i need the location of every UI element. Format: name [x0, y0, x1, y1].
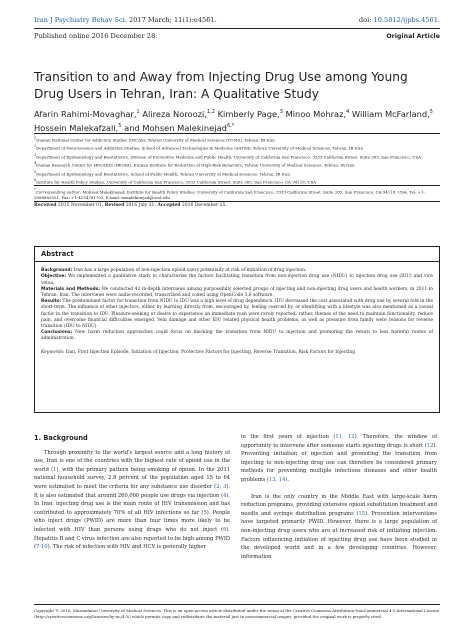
abstract-background: Background: Iran has a large population of non-injection opioid users potentially at risk of initiation of drug injection.: [41, 268, 307, 274]
section-heading-background: 1. Background: [34, 434, 88, 442]
citation-link[interactable]: 6: [223, 526, 227, 533]
journal-citation[interactable]: Iran J Psychiatry Behav Sci. 2017 March; 11(1):e4561.: [34, 16, 217, 24]
article-title: Transition to and Away from Injecting Drug Use among Young Drug Users in Tehran, Iran: A Qualitative Study: [34, 70, 408, 101]
affiliations: [34, 135, 444, 185]
affiliation: $^3$Department of Epidemiology and Biostatistics, Division of Preventive Medicine and Public Health, University of California San Francisco, 3333 California Street, Suite 265, San Francisco, USA: [34, 152, 421, 160]
citation-link[interactable]: 12: [426, 442, 434, 449]
affiliation-rule-top: [34, 133, 440, 134]
body-column-left: [34, 433, 230, 552]
article-dates: Received 2015 November 01; Revised 2016 July 31; Accepted 2016 December 25.: [34, 203, 227, 208]
affiliation: $^6$Institute for Health Policy Studies, University of California San Francisco, 3333 California Street, Suite 265, San Francisco, CA 94118, USA: [34, 178, 317, 185]
affiliation: $^5$Department of Epidemiology and Biostatistics, School of Public Health, Tehran University of Medical Sciences, Tehran, IR Iran: [34, 169, 290, 176]
citation-link[interactable]: 5: [203, 509, 207, 516]
doi-link[interactable]: 10.5812/ijpbs.4561.: [373, 16, 440, 24]
abstract-heading: Abstract: [41, 250, 74, 258]
affiliation-rule-bottom: [34, 201, 440, 202]
abstract-results: Results: The predominant factor for transition from NIDU to IDU was a high level of drug dependence. IDU decreased the cost associated with drug use by several fold in the short-term. The influence of other injectors, either by learning directly from, encouraged by, feeling coerced by, or identifying with a lifestyle was also mentioned as a causal factor in the transition to IDU. Pleasure-seeking or desire to experience an immediate rush were rarely reported; rather, themes of the need to maintain functionality, reduce pain, and overcome financial difficulties emerged. Vein damage and other IDU related physical health problems, as well as pressure from family were reasons for reverse transition (IDU to NIDU).: [41, 299, 433, 330]
affiliation: $^1$Iranian National Center for Addiction Studies (INCAS), Tehran University of Medical Sciences (TUMS), Tehran, IR Iran: [34, 136, 275, 143]
author-list: Afarin Rahimi-Movaghar,$^1$ Alireza Noroozi,$^{1,2}$ Kimberly Page,$^3$ Minoo Mohraz,$^4$ William McFarland,$^5$ Hossein Malekafzali,$^5$ and Mohsen Malekinejad$^{6,*}$: [34, 108, 433, 133]
citation-link[interactable]: 2, 3: [216, 483, 227, 490]
body-paragraph: in the first years of injection (11, 12). Therefore, the window of opportunity to intervene after someone starts injecting drugs is short (12). Preventing initiation of injection and promoting the transition from injecting to non-injecting drug use can therefore be considered primary methods for preventing multiple infectious diseases and other health problems (13, 14).: [241, 434, 437, 483]
abstract-rule: [35, 261, 439, 262]
affiliation-rule-mid: [34, 185, 440, 186]
abstract-methods: Materials and Methods: We conducted 42 in-depth interviews among purposefully selected groups of injecting and non-injecting drug users and health workers, in 2011 in Tehran, Iran. The interviews were audio-recorded, transcribed and coded using OpenCode 3.6 software.: [41, 286, 433, 299]
abstract-box: [34, 246, 440, 413]
body-paragraph: Through proximity to the world's largest source and a long history of use, Iran is one of the countries with the highest rate of opioid use in the world (1), with the primary pattern being smoking of opium. In the 2011 national household survey, 2.8 percent of the population aged 15 to 64 were estimated to meet the criteria for any substance use disorder (2, 3). It is also estimated that around 260,000 people use drugs via injection (4). In Iran, injecting drug use is the main route of HIV transmission and has contributed to approximately 70% of all HIV infections so far (5). People who inject drugs (PWID) are more than four times more likely to be infected with HIV than persons using drugs who do not inject (6). Hepatitis B and C virus infection are also reported to be high among PWID (7-10). The risk of infection with HIV and HCV is generally higher: [34, 449, 230, 551]
body-paragraph: Iran is the only country in the Middle East with large-scale harm reduction programs, providing extensive opioid substitution treatment and needle and syringe distribution programs (15). Prevention interventions have targeted primarily PWID. However, there is a large population of non-injecting drug users who are at increased risk of initiating injection. Factors influencing initiation of injecting drug use have been studied in the developed world and in a few developing countries. However, information: [241, 493, 437, 560]
abstract-conclusions: Conclusions: New harm reduction approaches could focus on blocking the transition from NIDU to injection and promoting the return to less harmful routes of administration.: [41, 330, 433, 342]
body-column-right: [241, 433, 437, 561]
citation-link[interactable]: 13, 14: [268, 476, 286, 483]
abstract-objective: Objective: We implemented a qualitative study to characterize the factors facilitating transition from non-injection drug use (NIDU) to injection drug use (IDU) and vice versa.: [41, 274, 433, 286]
affiliation: $^4$Iranian Research Center for HIV/AIDS (IRCHA), Iranian Institute for Reduction of High-Risk Behaviors, Tehran University of Medical Sciences, Tehran, IR Iran: [34, 161, 355, 168]
article-type: Original Article: [386, 33, 440, 40]
citation-link[interactable]: 1: [53, 466, 57, 473]
citation-link[interactable]: 7-10: [36, 544, 48, 551]
citation-link[interactable]: 4: [223, 492, 227, 499]
doi: doi: 10.5812/ijpbs.4561.: [358, 16, 440, 24]
copyright-footer: Copyright © 2016, Mazandaran University of Medical Sciences. This is an open-access article distributed under the terms of the Creative Commons Attribution-NonCommercial 4.0 International License (http://creativecommons.org/licenses/by-nc/4.0/) which permits copy and redistribute the material just in noncommercial usages, provided the original work is properly cited.: [34, 604, 440, 619]
published-date: Published online 2016 December 28.: [34, 32, 158, 40]
citation-link[interactable]: 11, 12: [335, 434, 355, 440]
affiliation: $^2$Department of Neuroscience and Addiction Studies, School of Advanced Technologies in Medicine (SATiM), Tehran University of Medical Sciences, Tehran, IR Iran: [34, 144, 364, 151]
citation-link[interactable]: 15: [358, 510, 366, 517]
keywords: Keywords: Iran, First Injection Episode, Initiation of Injection, Protective Factors for Injecting, Reverse Transition, Risk Factors for Injecting: [41, 349, 356, 355]
corresponding-author: *Corresponding author: Mohsen Malekinejad, Institute for Health Policy Studies, University of California San Francisco, 3333 California Street, Suite 265, San Francisco, CA 94118, USA. Tel: +1-5088883551, Fax: +1-4154761703, E-mail: mmalekinejad@ucsf.edu: [34, 188, 425, 201]
header-rule: [34, 28, 440, 29]
page-header: [34, 15, 440, 41]
